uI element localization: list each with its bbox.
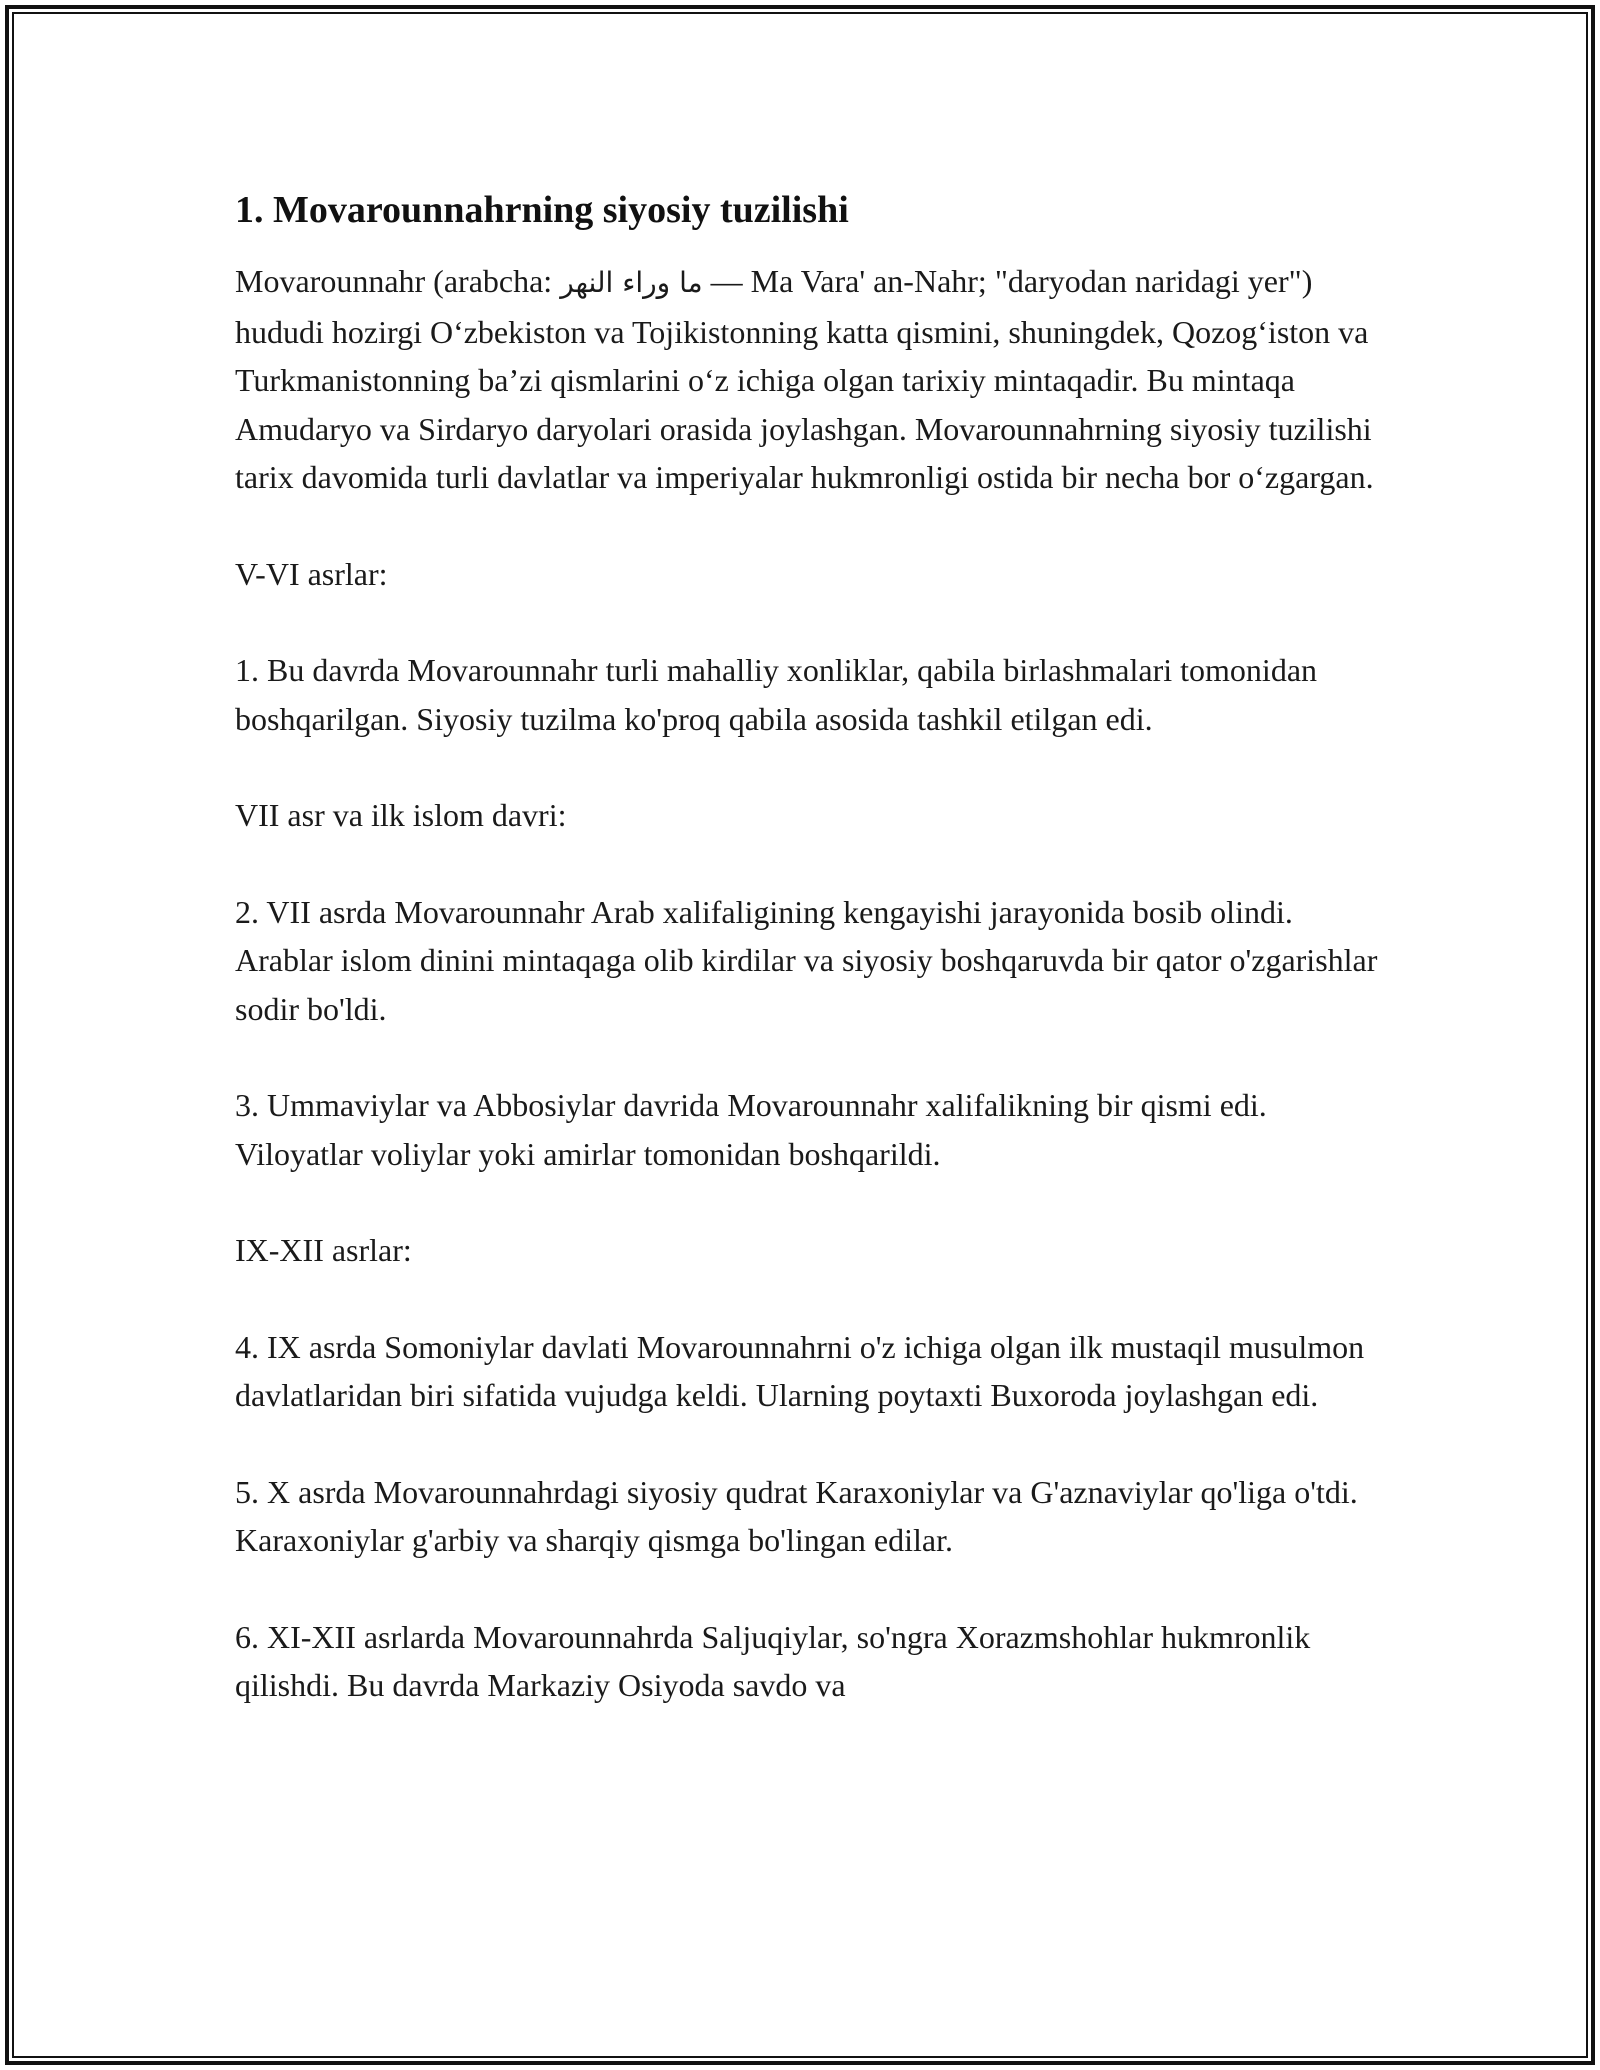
intro-text-rest: — Ma Vara' an-Nahr; "daryodan naridagi yer") hududi hozirgi O‘zbekiston va Tojikistonning katta qismini, shuningdek, Qozog‘iston va Turkmanistonning ba’zi qismlarini o‘z ichiga olgan tarixiy mintaqadir. Bu mintaqa Amudaryo va Sirdaryo daryolari orasida joylashgan. Movarounnahrning siyosiy tuzilishi tarix davomida turli davlatlar va imperiyalar hukmronligi ostida bir necha bor o‘zgargan. [235, 263, 1374, 495]
list-item-1: 1. Bu davrda Movarounnahr turli mahalliy xonliklar, qabila birlashmalari tomonidan boshqarilgan. Siyosiy tuzilma ko'proq qabila asosida tashkil etilgan edi. [235, 652, 1318, 737]
section-heading-ix-xii: IX-XII asrlar: [235, 1232, 412, 1268]
intro-text-start: Movarounnahr (arabcha: [235, 263, 561, 299]
list-item-5: 5. X asrda Movarounnahrdagi siyosiy qudrat Karaxoniylar va G'aznaviylar qo'liga o'tdi. Karaxoniylar g'arbiy va sharqiy qismga bo'lingan edilar. [235, 1473, 1358, 1558]
intro-paragraph [235, 257, 1380, 502]
list-item-3: 3. Ummaviylar va Abbosiylar davrida Movarounnahr xalifalikning bir qismi edi. Viloyatlar voliylar yoki amirlar tomonidan boshqarildi. [235, 1087, 1267, 1172]
section-heading-vii: VII asr va ilk islom davri: [235, 797, 567, 833]
arabic-term: ما وراء النهر [560, 266, 703, 299]
list-item-4: 4. IX asrda Somoniylar davlati Movarounnahrni o'z ichiga olgan ilk mustaqil musulmon davlatlaridan biri sifatida vujudga keldi. Ularning poytaxti Buxoroda joylashgan edi. [235, 1328, 1365, 1413]
section-heading-v-vi: V-VI asrlar: [235, 555, 388, 592]
document-body [235, 185, 1380, 1758]
list-item-2: 2. VII asrda Movarounnahr Arab xalifaligining kengayishi jarayonida bosib olindi. Arablar islom dinini mintaqaga olib kirdilar va siyosiy boshqaruvda bir qator o'zgarishlar sodir bo'ldi. [235, 893, 1378, 1027]
document-heading: 1. Movarounnahrning siyosiy tuzilishi [235, 189, 849, 231]
list-item-6: 6. XI-XII asrlarda Movarounnahrda Saljuqiylar, so'ngra Xorazmshohlar hukmronlik qilishdi. Bu davrda Markaziy Osiyoda savdo va [235, 1618, 1311, 1703]
